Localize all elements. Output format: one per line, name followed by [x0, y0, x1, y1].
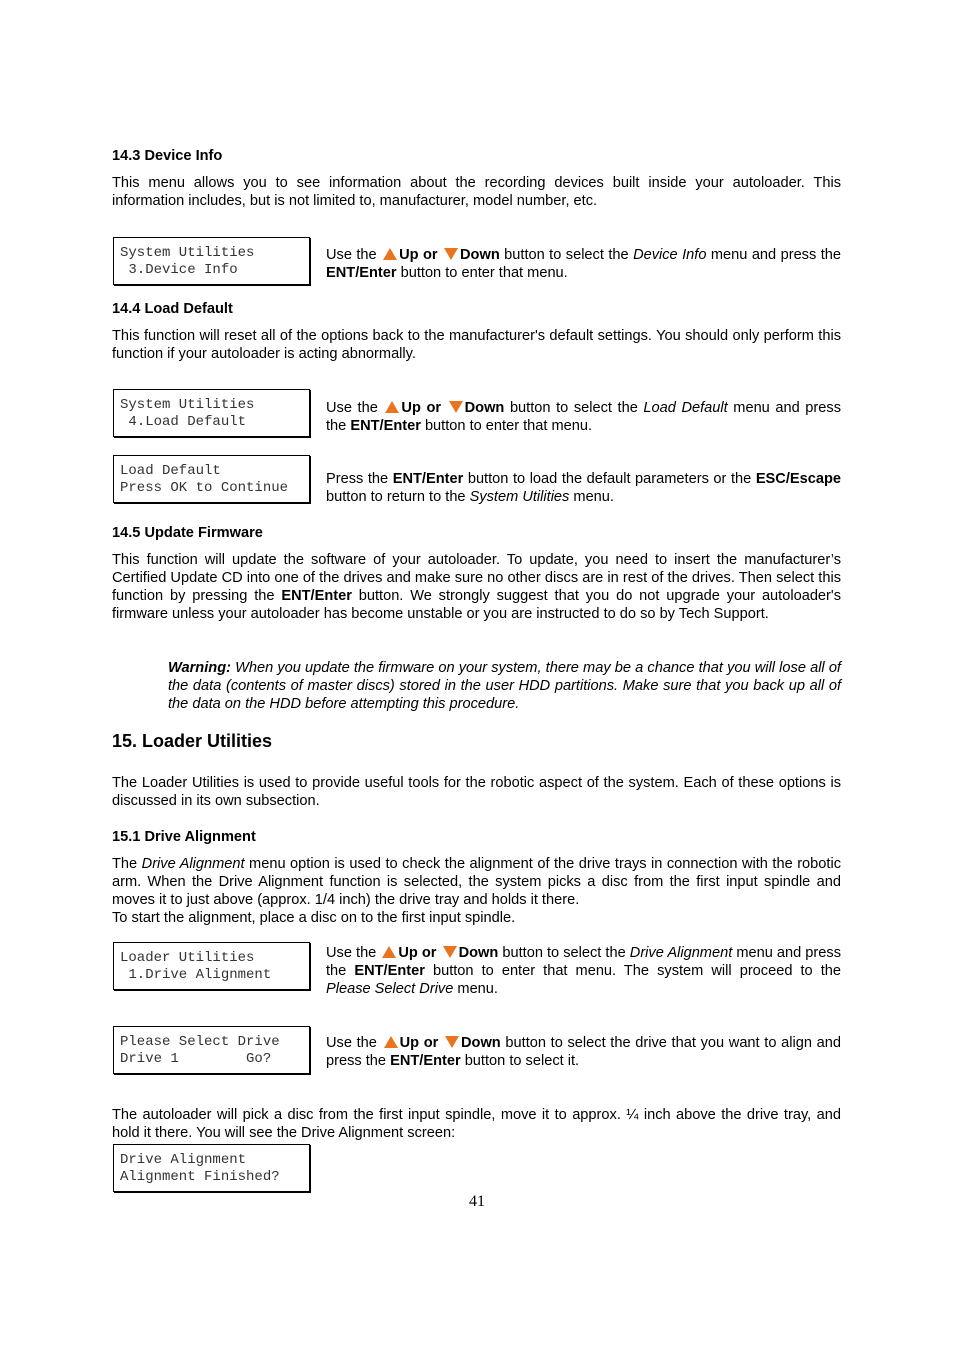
heading-14-5: 14.5 Update Firmware: [112, 525, 263, 541]
down-arrow-icon: [443, 946, 457, 958]
heading-15: 15. Loader Utilities: [112, 731, 273, 751]
lcd-device-info: [113, 237, 310, 285]
lcd-line-2: 3.Device Info: [120, 262, 238, 278]
alignment-screen-paragraph: The autoloader will pick a disc from the first input spindle, move it to approx. ¼ inch above the drive tray, and hold it there. You will see the Drive Alignment screen:: [112, 1107, 841, 1141]
heading-14-4: 14.4 Load Default: [112, 301, 233, 317]
device-info-instruction: Use the Up or Down button to select the Device Info menu and press the ENT/Enter button to enter that menu.: [326, 247, 841, 281]
drive-alignment-paragraph: The Drive Alignment menu option is used to check the alignment of the drive trays in connection with the robotic arm. When the Drive Alignment function is selected, the system picks a disc from the first input spindle and moves it to just above (approx. 1/4 inch) the drive tray and holds it there.: [112, 856, 842, 908]
lcd-line-1: System Utilities: [120, 397, 255, 413]
lcd-line-2: 1.Drive Alignment: [120, 967, 272, 983]
lcd-line-1: Please Select Drive: [120, 1034, 280, 1050]
up-arrow-icon: [385, 401, 399, 413]
warning-label: Warning:: [168, 660, 231, 676]
lcd-load-default: [113, 389, 310, 437]
up-arrow-icon: [382, 946, 396, 958]
down-arrow-icon: [449, 401, 463, 413]
load-default-instruction: Use the Up or Down button to select the Load Default menu and press the ENT/Enter button to enter that menu.: [326, 400, 841, 434]
device-info-paragraph: This menu allows you to see information about the recording devices built inside your autoloader. This information includes, but is not limited to, manufacturer, model number, etc.: [112, 175, 841, 209]
firmware-warning: Warning: When you update the firmware on your system, there may be a chance that you will lose all of the data (contents of master discs) stored in the user HDD partitions. Make sure that you back up all of the data on the HDD before attempting this procedure.: [168, 660, 841, 712]
lcd-line-1: Drive Alignment: [120, 1152, 247, 1168]
press-ok-instruction: Press the ENT/Enter button to load the default parameters or the ESC/Escape button to return to the System Utilities menu.: [326, 471, 841, 505]
update-firmware-paragraph: This function will update the software of your autoloader. To update, you need to insert the manufacturer’s Certified Update CD into one of the drives and make sure no other discs are in rest of the drives. Then select this function by pressing the ENT/Enter button. We strongly suggest that you do not upgrade your autoloader's firmware unless your autoloader has become unstable or you are instructed to do so by Tech Support.: [112, 552, 841, 622]
lcd-line-1: Load Default: [120, 463, 221, 479]
loader-utilities-paragraph: The Loader Utilities is used to provide useful tools for the robotic aspect of the system. Each of these options is discussed in its own subsection.: [112, 775, 841, 809]
heading-14-3: 14.3 Device Info: [112, 148, 223, 164]
drive-alignment-start-note: To start the alignment, place a disc on to the first input spindle.: [112, 910, 516, 926]
lcd-please-select-drive: [113, 1026, 310, 1074]
lcd-press-ok: [113, 455, 310, 503]
select-drive-instruction: Use the Up or Down button to select the drive that you want to align and press the ENT/Enter button to select it.: [326, 1035, 841, 1069]
lcd-line-2: Alignment Finished?: [120, 1169, 280, 1185]
lcd-line-1: Loader Utilities: [120, 950, 255, 966]
lcd-loader-utilities: [113, 942, 310, 990]
up-arrow-icon: [384, 1036, 398, 1048]
heading-15-1: 15.1 Drive Alignment: [112, 829, 256, 845]
lcd-line-2: Press OK to Continue: [120, 480, 289, 496]
drive-alignment-instruction: Use the Up or Down button to select the Drive Alignment menu and press the ENT/Enter button to enter that menu. The system will proceed to the Please Select Drive menu.: [326, 945, 842, 997]
up-arrow-icon: [383, 248, 397, 260]
lcd-line-1: System Utilities: [120, 245, 255, 261]
lcd-line-2: Drive 1 Go?: [120, 1051, 272, 1067]
load-default-paragraph: This function will reset all of the options back to the manufacturer's default settings. You should only perform this function if your autoloader is acting abnormally.: [112, 328, 841, 362]
page-number: 41: [469, 1193, 485, 1210]
lcd-drive-alignment: [113, 1144, 310, 1192]
down-arrow-icon: [445, 1036, 459, 1048]
down-arrow-icon: [444, 248, 458, 260]
lcd-line-2: 4.Load Default: [120, 414, 247, 430]
